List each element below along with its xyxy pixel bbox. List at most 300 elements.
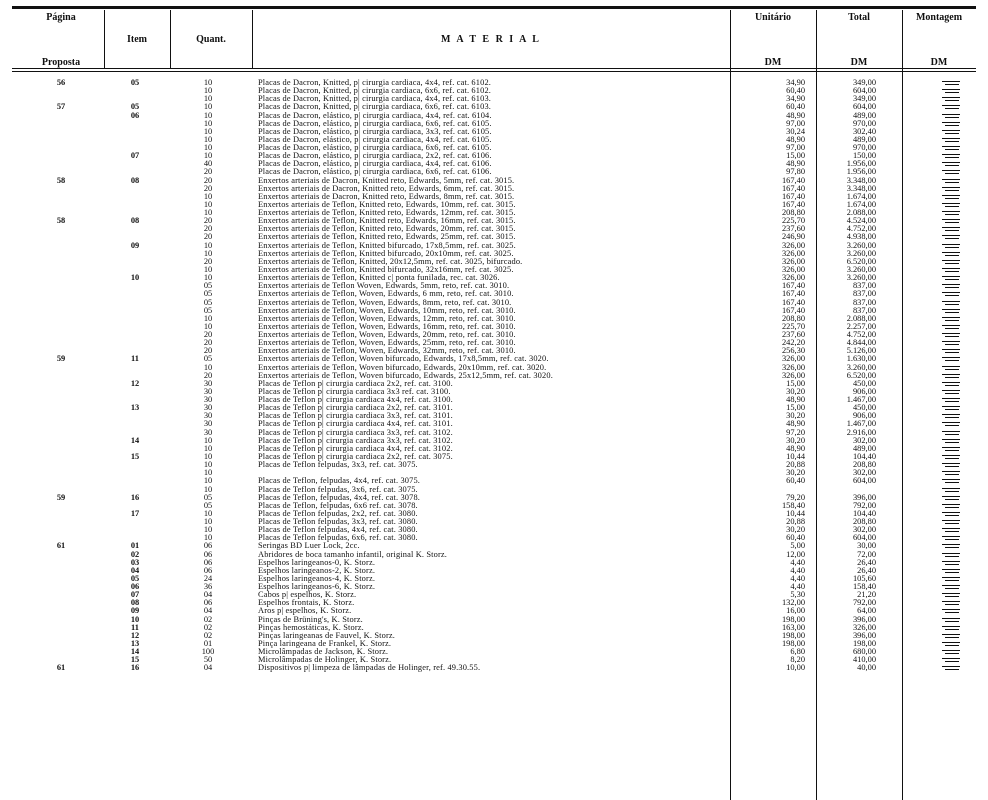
dash-mark xyxy=(945,198,959,199)
table-row xyxy=(0,567,988,575)
cell-quant: 02 xyxy=(203,622,213,632)
header-item xyxy=(104,12,170,68)
cell-total: 1.956,00 xyxy=(846,159,876,169)
cell-montagem-dash xyxy=(942,469,962,477)
header-unitario xyxy=(730,12,816,68)
cell-quant: 04 xyxy=(203,606,213,616)
dash-mark xyxy=(945,385,959,386)
cell-montagem-dash xyxy=(942,266,962,274)
dash-mark xyxy=(945,450,959,451)
dash-mark xyxy=(945,352,959,353)
cell-unitario: 30,24 xyxy=(786,126,805,136)
cell-montagem-dash xyxy=(942,87,962,95)
cell-item: 08 xyxy=(130,598,140,608)
cell-quant: 10 xyxy=(203,191,213,201)
cell-material: Enxertos arteriais de Teflon Woven, Edwards, 5mm, reto, ref. cat. 3010. xyxy=(258,282,510,291)
table-row xyxy=(0,502,988,510)
cell-total: 792,00 xyxy=(852,598,876,608)
header-total-line2: DM xyxy=(850,57,868,68)
cell-total: 396,00 xyxy=(852,614,876,624)
cell-material: Enxertos arteriais de Teflon, Woven bifurcado, Edwards, 25x12,5mm, ref. cat. 3020. xyxy=(258,371,553,380)
dash-mark xyxy=(942,455,960,456)
cell-pagina: 58 xyxy=(56,175,66,185)
cell-montagem-dash xyxy=(942,624,962,632)
cell-item: 15 xyxy=(130,655,140,665)
header-item-label: Item xyxy=(127,34,147,45)
table-row xyxy=(0,664,988,672)
cell-unitario: 16,00 xyxy=(786,606,805,616)
cell-quant: 30 xyxy=(203,378,213,388)
cell-material: Enxertos arteriais de Teflon, Knitted bifurcado, 20x10mm, ref. cat. 3025. xyxy=(258,249,514,258)
dash-mark xyxy=(942,97,960,98)
table-row xyxy=(0,290,988,298)
cell-material: Placas de Dacron, elástico, p| cirurgia cardiaca, 4x4, ref. cat. 6105. xyxy=(258,135,492,144)
cell-material: Placas de Teflon felpudas, 4x4, ref. cat. 3080. xyxy=(258,526,418,535)
cell-quant: 10 xyxy=(203,78,213,87)
cell-material: Microlâmpadas de Jackson, K. Storz. xyxy=(258,648,389,657)
table-row xyxy=(0,632,988,640)
cell-montagem-dash xyxy=(942,445,962,453)
cell-unitario: 48,90 xyxy=(786,443,805,453)
dash-mark xyxy=(942,260,960,261)
table-row xyxy=(0,364,988,372)
header-total xyxy=(816,12,902,68)
cell-quant: 50 xyxy=(203,655,213,665)
cell-quant: 10 xyxy=(203,468,213,478)
cell-quant: 10 xyxy=(203,134,213,144)
table-row xyxy=(0,486,988,494)
cell-item: 11 xyxy=(131,354,139,364)
cell-unitario: 167,40 xyxy=(781,183,805,193)
dash-mark xyxy=(945,190,959,191)
header-quant-label: Quant. xyxy=(196,34,226,45)
cell-material: Enxertos arteriais de Teflon, Woven bifurcado, Edwards, 17x8,5mm, ref. cat. 3020. xyxy=(258,355,549,364)
dash-mark xyxy=(942,154,960,155)
dash-mark xyxy=(945,629,959,630)
cell-montagem-dash xyxy=(942,79,962,87)
cell-total: 489,00 xyxy=(852,110,876,120)
dash-mark xyxy=(942,553,960,554)
cell-item: 05 xyxy=(130,573,140,583)
dash-mark xyxy=(942,439,960,440)
cell-unitario: 326,00 xyxy=(781,256,805,266)
table-row xyxy=(0,87,988,95)
dash-mark xyxy=(945,556,959,557)
cell-montagem-dash xyxy=(942,510,962,518)
cell-montagem-dash xyxy=(942,583,962,591)
dash-mark xyxy=(942,561,960,562)
dash-mark xyxy=(945,637,959,638)
cell-material: Enxertos arteriais de Teflon, Knitted reto, Edwards, 12mm, ref. cat. 3015. xyxy=(258,209,516,218)
cell-montagem-dash xyxy=(942,315,962,323)
cell-quant: 30 xyxy=(203,419,213,429)
dash-mark xyxy=(945,287,959,288)
table-row xyxy=(0,469,988,477)
dash-mark xyxy=(942,366,960,367)
cell-item: 16 xyxy=(130,663,140,673)
cell-total: 604,00 xyxy=(852,533,876,543)
dash-mark xyxy=(945,515,959,516)
cell-quant: 10 xyxy=(203,248,213,258)
table-row xyxy=(0,640,988,648)
cell-total: 837,00 xyxy=(852,297,876,307)
cell-material: Pinças laringeanas de Fauvel, K. Storz. xyxy=(258,631,396,640)
cell-quant: 20 xyxy=(203,346,213,356)
cell-quant: 36 xyxy=(203,582,213,592)
cell-montagem-dash xyxy=(942,396,962,404)
cell-material: Cabos p| espelhos, K. Storz. xyxy=(258,591,357,600)
cell-montagem-dash xyxy=(942,282,962,290)
dash-mark xyxy=(945,271,959,272)
cell-montagem-dash xyxy=(942,429,962,437)
cell-total: 302,00 xyxy=(852,435,876,445)
cell-unitario: 79,20 xyxy=(786,492,805,502)
table-row xyxy=(0,242,988,250)
cell-material: Espelhos laringeanos-2, K. Storz. xyxy=(258,566,376,575)
cell-total: 349,00 xyxy=(852,78,876,87)
cell-quant: 10 xyxy=(203,264,213,274)
cell-unitario: 4,40 xyxy=(790,557,805,567)
header-unitario-line1: Unitário xyxy=(754,12,792,23)
dash-mark xyxy=(942,626,960,627)
dash-mark xyxy=(942,374,960,375)
cell-material: Enxertos arteriais de Teflon, Woven, Edwards, 10mm, reto, ref. cat. 3010. xyxy=(258,306,516,315)
cell-item: 12 xyxy=(130,630,140,640)
dash-mark xyxy=(945,238,959,239)
cell-quant: 05 xyxy=(203,492,213,502)
cell-total: 1.467,00 xyxy=(846,395,876,405)
cell-unitario: 326,00 xyxy=(781,248,805,258)
header-montagem-line1: Montagem xyxy=(915,12,963,23)
cell-unitario: 198,00 xyxy=(781,638,805,648)
dash-mark xyxy=(942,431,960,432)
dash-mark xyxy=(942,601,960,602)
cell-montagem-dash xyxy=(942,258,962,266)
dash-mark xyxy=(942,349,960,350)
table-row xyxy=(0,347,988,355)
cell-unitario: 60,40 xyxy=(786,533,805,543)
cell-quant: 10 xyxy=(203,199,213,209)
cell-total: 302,40 xyxy=(852,126,876,136)
cell-material: Placas de Teflon, felpudas, 6x6 ref. cat. 3078. xyxy=(258,501,418,510)
dash-mark xyxy=(942,618,960,619)
cell-unitario: 4,40 xyxy=(790,565,805,575)
cell-total: 2.257,00 xyxy=(846,321,876,331)
cell-material: Placas de Teflon felpudas, 3x6, ref. cat. 3075. xyxy=(258,485,418,494)
cell-material: Enxertos arteriais de Teflon, Woven, Edwards, 8mm, reto, ref. cat. 3010. xyxy=(258,298,512,307)
table-row xyxy=(0,477,988,485)
dash-mark xyxy=(945,141,959,142)
cell-montagem-dash xyxy=(942,486,962,494)
dash-mark xyxy=(942,146,960,147)
cell-montagem-dash xyxy=(942,242,962,250)
cell-material: Abridores de boca tamanho infantil, original K. Storz. xyxy=(258,550,448,559)
cell-material: Dispositivos p| limpeza de lâmpadas de Holinger, ref. 49.30.55. xyxy=(258,664,481,673)
table-row xyxy=(0,526,988,534)
cell-quant: 01 xyxy=(203,638,213,648)
cell-quant: 100 xyxy=(201,647,215,657)
dash-mark xyxy=(945,149,959,150)
cell-quant: 06 xyxy=(203,598,213,608)
cell-montagem-dash xyxy=(942,616,962,624)
dash-mark xyxy=(942,187,960,188)
cell-montagem-dash xyxy=(942,299,962,307)
dash-mark xyxy=(942,170,960,171)
cell-quant: 10 xyxy=(203,443,213,453)
cell-total: 489,00 xyxy=(852,443,876,453)
cell-quant: 10 xyxy=(203,208,213,218)
dash-mark xyxy=(945,214,959,215)
dash-mark xyxy=(942,504,960,505)
cell-quant: 20 xyxy=(203,370,213,380)
cell-material: Placas de Dacron, elástico, p| cirurgia cardiaca, 6x6, ref. cat. 6105. xyxy=(258,144,492,153)
header-separator xyxy=(170,10,171,68)
cell-total: 970,00 xyxy=(852,143,876,153)
table-row xyxy=(0,152,988,160)
table-row xyxy=(0,103,988,111)
cell-quant: 10 xyxy=(203,102,213,112)
table-row xyxy=(0,168,988,176)
cell-quant: 10 xyxy=(203,321,213,331)
cell-montagem-dash xyxy=(942,209,962,217)
table-row xyxy=(0,388,988,396)
cell-total: 4.524,00 xyxy=(846,216,876,226)
cell-unitario: 158,40 xyxy=(781,500,805,510)
dash-mark xyxy=(942,162,960,163)
table-row xyxy=(0,542,988,550)
cell-montagem-dash xyxy=(942,437,962,445)
cell-material: Enxertos arteriais de Teflon, Woven, Edwards, 16mm, reto, ref. cat. 3010. xyxy=(258,322,516,331)
table-row xyxy=(0,177,988,185)
cell-quant: 05 xyxy=(203,289,213,299)
cell-unitario: 60,40 xyxy=(786,86,805,96)
cell-unitario: 167,40 xyxy=(781,289,805,299)
header-rule xyxy=(12,68,976,69)
cell-montagem-dash xyxy=(942,591,962,599)
dash-mark xyxy=(942,219,960,220)
table-row xyxy=(0,201,988,209)
dash-mark xyxy=(945,108,959,109)
cell-material: Placas de Teflon p| cirurgia cardiaca 2x2, ref. cat. 3101. xyxy=(258,404,453,413)
cell-quant: 06 xyxy=(203,549,213,559)
cell-total: 3.348,00 xyxy=(846,175,876,185)
cell-quant: 30 xyxy=(203,395,213,405)
cell-total: 104,40 xyxy=(852,451,876,461)
cell-montagem-dash xyxy=(942,420,962,428)
cell-material: Espelhos laringeanos-0, K. Storz. xyxy=(258,558,376,567)
table-row xyxy=(0,258,988,266)
cell-total: 2.916,00 xyxy=(846,427,876,437)
cell-item: 12 xyxy=(130,378,140,388)
header-montagem xyxy=(902,12,976,68)
header-pagina-line1: Página xyxy=(46,12,76,23)
cell-item: 08 xyxy=(130,175,140,185)
cell-total: 40,00 xyxy=(857,663,876,673)
dash-mark xyxy=(942,105,960,106)
dash-mark xyxy=(945,482,959,483)
cell-material: Placas de Teflon p| cirurgia cardiaca 3x3 ref. cat. 3100. xyxy=(258,387,451,396)
table-row xyxy=(0,128,988,136)
cell-material: Enxertos arteriais de Teflon, Woven, Edwards, 6 mm, reto, ref. cat. 3010. xyxy=(258,290,514,299)
table-row xyxy=(0,209,988,217)
cell-material: Seringas BD Luer Lock, 2cc. xyxy=(258,542,360,551)
dash-mark xyxy=(942,122,960,123)
cell-unitario: 225,70 xyxy=(781,216,805,226)
cell-quant: 10 xyxy=(203,110,213,120)
dash-mark xyxy=(942,593,960,594)
cell-total: 5.126,00 xyxy=(846,346,876,356)
cell-total: 349,00 xyxy=(852,94,876,104)
cell-material: Pinças hemostáticas, K. Storz. xyxy=(258,623,364,632)
dash-mark xyxy=(942,528,960,529)
header-material-label: M A T E R I A L xyxy=(441,34,541,45)
table-row xyxy=(0,95,988,103)
cell-unitario: 326,00 xyxy=(781,264,805,274)
cell-material: Enxertos arteriais de Teflon, Woven, Edwards, 25mm, reto, ref. cat. 3010. xyxy=(258,339,516,348)
table-row xyxy=(0,656,988,664)
cell-quant: 20 xyxy=(203,175,213,185)
dash-mark xyxy=(945,279,959,280)
dash-mark xyxy=(945,621,959,622)
table-row xyxy=(0,445,988,453)
cell-quant: 10 xyxy=(203,435,213,445)
table-row xyxy=(0,575,988,583)
cell-unitario: 4,40 xyxy=(790,582,805,592)
cell-material: Espelhos laringeanos-6, K. Storz. xyxy=(258,583,376,592)
cell-total: 4.844,00 xyxy=(846,338,876,348)
dash-mark xyxy=(942,463,960,464)
table-row xyxy=(0,380,988,388)
dash-mark xyxy=(945,344,959,345)
dash-mark xyxy=(945,531,959,532)
cell-total: 1.467,00 xyxy=(846,419,876,429)
cell-quant: 30 xyxy=(203,411,213,421)
table-row xyxy=(0,225,988,233)
cell-montagem-dash xyxy=(942,461,962,469)
dash-mark xyxy=(942,650,960,651)
cell-item: 07 xyxy=(130,590,140,600)
cell-material: Enxertos arteriais de Dacron, Knitted reto, Edwards, 5mm, ref. cat. 3015. xyxy=(258,176,515,185)
dash-mark xyxy=(942,252,960,253)
cell-material: Placas de Dacron, elástico, p| cirurgia cardiaca, 6x6, ref. cat. 6106. xyxy=(258,168,492,177)
cell-montagem-dash xyxy=(942,542,962,550)
cell-item: 11 xyxy=(131,622,139,632)
cell-item: 02 xyxy=(130,549,140,559)
dash-mark xyxy=(945,547,959,548)
cell-total: 450,00 xyxy=(852,378,876,388)
cell-total: 837,00 xyxy=(852,281,876,291)
cell-item: 06 xyxy=(130,110,140,120)
dash-mark xyxy=(942,609,960,610)
cell-item: 10 xyxy=(130,614,140,624)
cell-unitario: 256,30 xyxy=(781,346,805,356)
cell-montagem-dash xyxy=(942,307,962,315)
cell-unitario: 5,30 xyxy=(790,590,805,600)
dash-mark xyxy=(945,458,959,459)
table-row xyxy=(0,420,988,428)
dash-mark xyxy=(942,179,960,180)
cell-montagem-dash xyxy=(942,323,962,331)
cell-total: 3.260,00 xyxy=(846,273,876,283)
cell-quant: 20 xyxy=(203,338,213,348)
dash-mark xyxy=(942,244,960,245)
dash-mark xyxy=(942,634,960,635)
cell-unitario: 97,80 xyxy=(786,167,805,177)
cell-total: 2.088,00 xyxy=(846,313,876,323)
cell-montagem-dash xyxy=(942,144,962,152)
dash-mark xyxy=(945,491,959,492)
cell-unitario: 208,80 xyxy=(781,208,805,218)
cell-quant: 04 xyxy=(203,663,213,673)
cell-total: 208,80 xyxy=(852,460,876,470)
cell-unitario: 167,40 xyxy=(781,199,805,209)
cell-total: 2.088,00 xyxy=(846,208,876,218)
cell-item: 13 xyxy=(130,638,140,648)
table-row xyxy=(0,307,988,315)
dash-mark xyxy=(945,669,959,670)
table-row xyxy=(0,437,988,445)
cell-material: Placas de Teflon, felpudas, 4x4, ref. cat. 3078. xyxy=(258,493,421,502)
cell-total: 837,00 xyxy=(852,289,876,299)
table-row xyxy=(0,160,988,168)
cell-pagina: 56 xyxy=(56,78,66,87)
cell-total: 604,00 xyxy=(852,102,876,112)
cell-montagem-dash xyxy=(942,632,962,640)
cell-quant: 06 xyxy=(203,557,213,567)
dash-mark xyxy=(945,320,959,321)
cell-pagina: 57 xyxy=(56,102,66,112)
cell-unitario: 326,00 xyxy=(781,370,805,380)
dash-mark xyxy=(942,414,960,415)
dash-mark xyxy=(945,125,959,126)
cell-montagem-dash xyxy=(942,168,962,176)
cell-montagem-dash xyxy=(942,567,962,575)
cell-quant: 05 xyxy=(203,297,213,307)
cell-material: Placas de Teflon p| cirurgia cardiaca 3x3, ref. cat. 3102. xyxy=(258,436,453,445)
table-row xyxy=(0,429,988,437)
table-row xyxy=(0,453,988,461)
dash-mark xyxy=(945,133,959,134)
cell-total: 604,00 xyxy=(852,86,876,96)
cell-total: 158,40 xyxy=(852,582,876,592)
cell-material: Placas de Dacron, elástico, p| cirurgia cardiaca, 3x3, ref. cat. 6105. xyxy=(258,127,492,136)
cell-material: Placas de Dacron, Knitted, p| cirurgia cardiaca, 4x4, ref. cat. 6102. xyxy=(258,79,492,87)
cell-material: Placas de Teflon p| cirurgia cardiaca 2x2, ref. cat. 3075. xyxy=(258,452,453,461)
cell-unitario: 10,44 xyxy=(786,451,805,461)
cell-quant: 05 xyxy=(203,354,213,364)
cell-material: Enxertos arteriais de Teflon, Woven, Edwards, 12mm, reto, ref. cat. 3010. xyxy=(258,314,516,323)
cell-unitario: 4,40 xyxy=(790,573,805,583)
cell-item: 10 xyxy=(130,273,140,283)
cell-quant: 10 xyxy=(203,362,213,372)
cell-quant: 30 xyxy=(203,403,213,413)
cell-quant: 20 xyxy=(203,216,213,226)
cell-total: 837,00 xyxy=(852,305,876,315)
cell-material: Pinças de Brüning's, K. Storz. xyxy=(258,615,363,624)
cell-unitario: 198,00 xyxy=(781,630,805,640)
cell-material: Placas de Dacron, Knitted, p| cirurgia cardiaca, 6x6, ref. cat. 6102. xyxy=(258,87,492,96)
cell-quant: 10 xyxy=(203,517,213,527)
cell-quant: 10 xyxy=(203,476,213,486)
dash-mark xyxy=(945,474,959,475)
cell-item: 09 xyxy=(130,606,140,616)
dash-mark xyxy=(942,422,960,423)
cell-material: Placas de Dacron, elástico, p| cirurgia cardiaca, 6x6, ref. cat. 6105. xyxy=(258,119,492,128)
dash-mark xyxy=(945,409,959,410)
cell-quant: 10 xyxy=(203,484,213,494)
dash-mark xyxy=(942,235,960,236)
cell-montagem-dash xyxy=(942,664,962,672)
